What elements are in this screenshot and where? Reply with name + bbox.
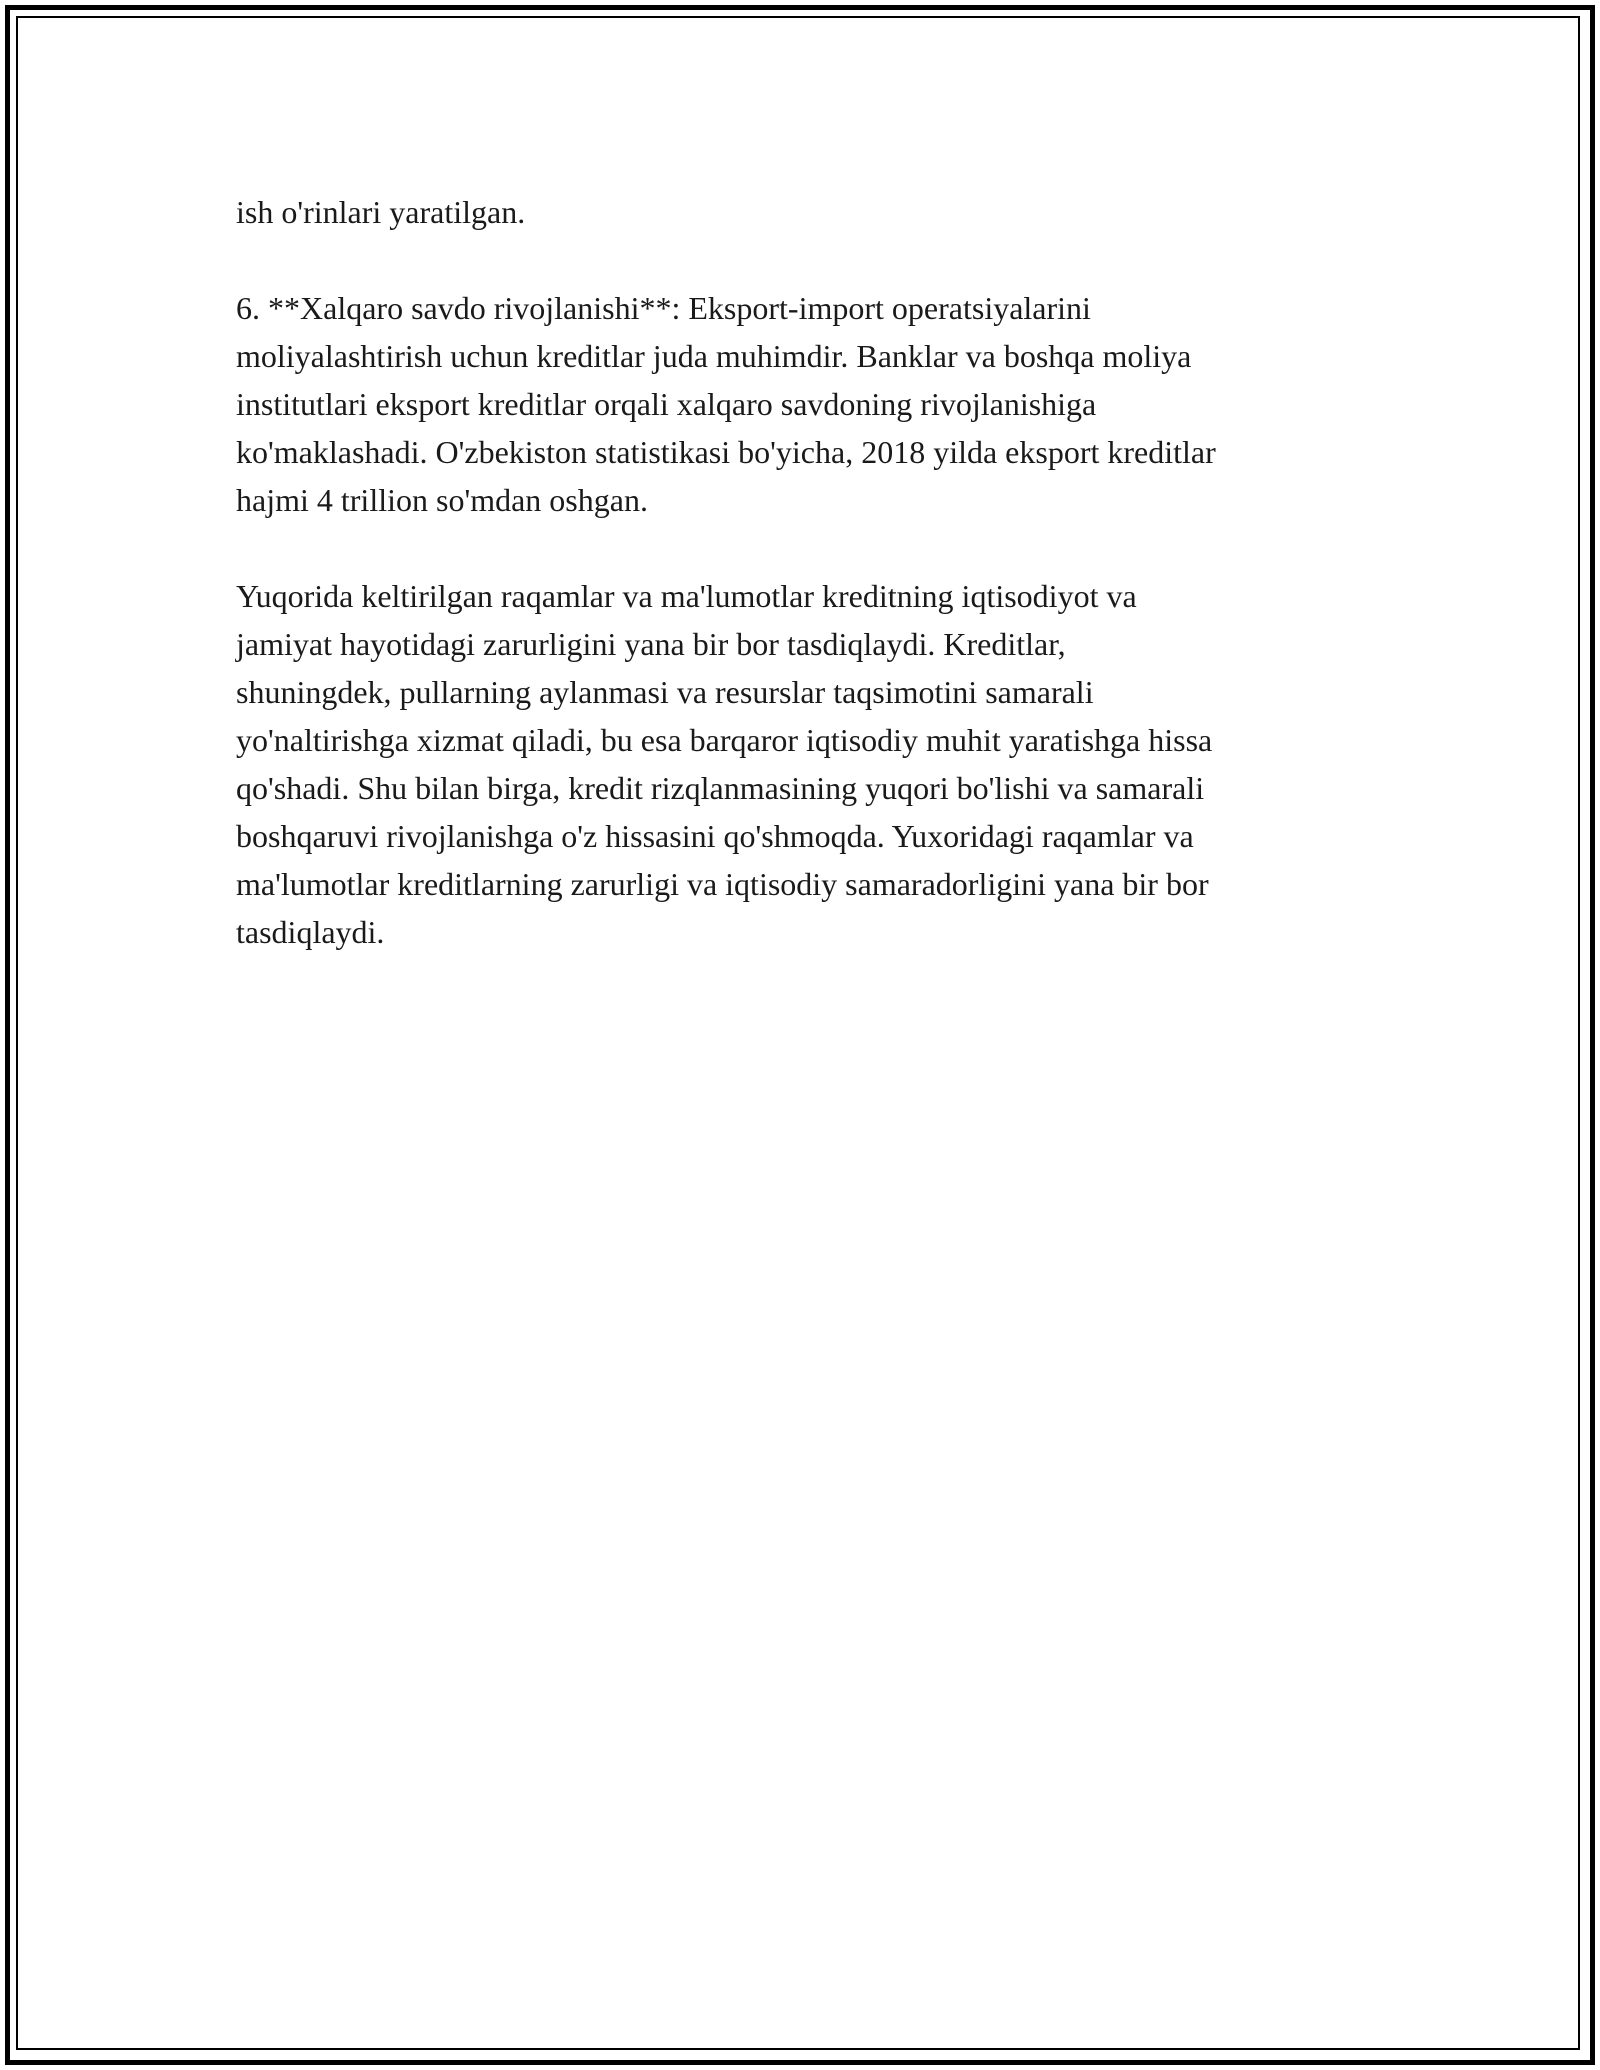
paragraph-conclusion: Yuqorida keltirilgan raqamlar va ma'lumotlar kreditning iqtisodiyot va jamiyat hayotidagi zarurligini yana bir bor tasdiqlaydi. Kreditlar, shuningdek, pullarning aylanmasi va resurslar taqsimotini samarali yo'naltirishga xizmat qiladi, bu esa barqaror iqtisodiy muhit yaratishga hissa qo'shadi. Shu bilan birga, kredit rizqlanmasining yuqori bo'lishi va samarali boshqaruvi rivojlanishga o'z hissasini qo'shmoqda. Yuxoridagi raqamlar va ma'lumotlar kreditlarning zarurligi va iqtisodiy samaradorligini yana bir bor tasdiqlaydi. <box>236 578 1213 950</box>
paragraph-international-trade: 6. **Xalqaro savdo rivojlanishi**: Eksport-import operatsiyalarini moliyalashtirish uchun kreditlar juda muhimdir. Banklar va boshqa moliya institutlari eksport kreditlar orqali xalqaro savdoning rivojlanishiga ko'maklashadi. O'zbekiston statistikasi bo'yicha, 2018 yilda eksport kreditlar hajmi 4 trillion so'mdan oshgan. <box>236 290 1216 518</box>
paragraph-continuation: ish o'rinlari yaratilgan. <box>236 194 526 230</box>
document-body <box>236 188 1366 1004</box>
